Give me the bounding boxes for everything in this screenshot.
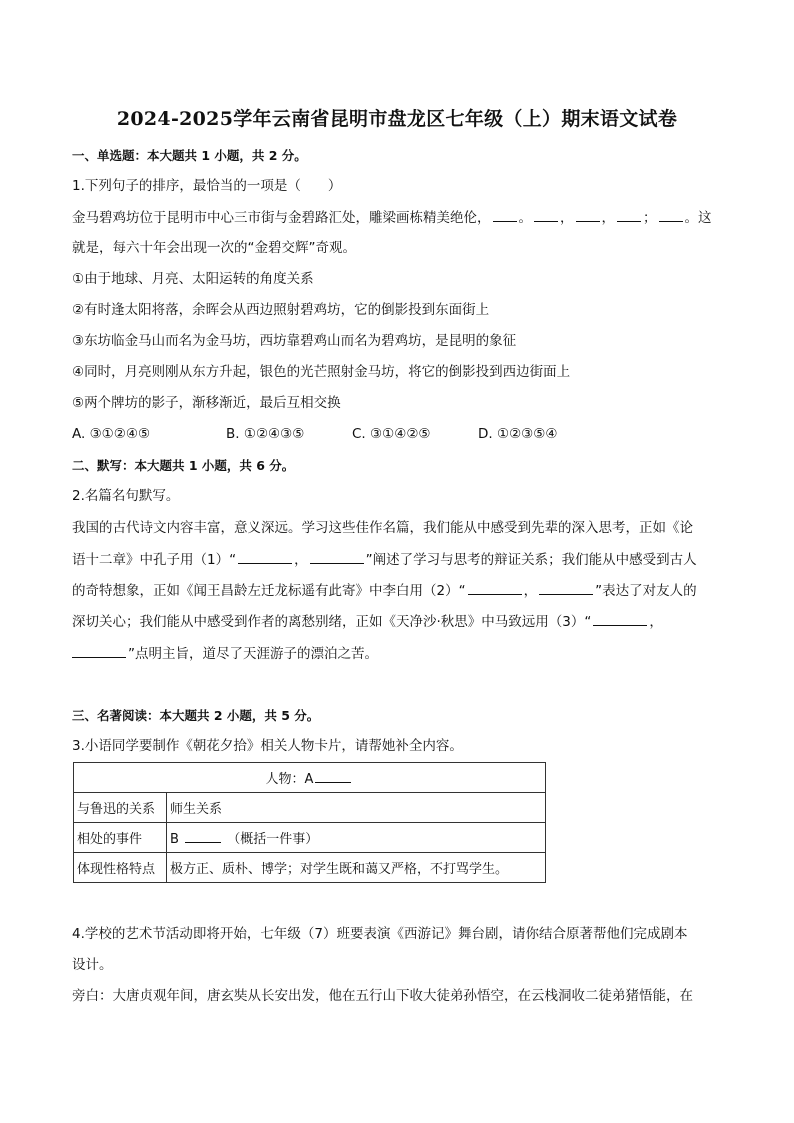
q1-passage-line-1 (72, 207, 712, 228)
blank[interactable] (534, 207, 558, 222)
character-card-table (73, 762, 546, 883)
blank[interactable] (617, 207, 641, 222)
q2-line-3 (72, 580, 697, 601)
q2-text: 深切关心；我们能从中感受到作者的离愁别绪，正如《天净沙·秋思》中马致远用（3）“ (72, 614, 592, 630)
q1-item-5: ⑤两个牌坊的影子，渐移渐近，最后互相交换 (72, 395, 341, 411)
q4-stem-line-1: 4.学校的艺术节活动即将开始，七年级（7）班要表演《西游记》舞台剧，请你结合原著帮他们完成剧本 (72, 926, 688, 942)
q1-item-4: ④同时，月亮则刚从东方升起，银色的光芒照射金马坊，将它的倒影投到西边街面上 (72, 364, 571, 380)
blank-3a[interactable] (593, 611, 647, 626)
passage-punct: 。 (518, 210, 532, 226)
q2-punct: ， (649, 614, 663, 630)
passage-punct: 。这 (684, 210, 712, 226)
blank-1a[interactable] (238, 549, 292, 564)
q2-text: 的奇特想象，正如《闻王昌龄左迁龙标遥有此寄》中李白用（2）“ (72, 583, 466, 599)
blank-b-hint: （概括一件事） (227, 832, 319, 847)
q3-stem: 3.小语同学要制作《朝花夕拾》相关人物卡片，请帮她补全内容。 (72, 738, 463, 754)
blank-2b[interactable] (539, 580, 593, 595)
blank[interactable] (493, 207, 517, 222)
section-2-header: 二、默写：本大题共 1 小题，共 6 分。 (72, 458, 295, 473)
passage-text: 金马碧鸡坊位于昆明市中心三市街与金碧路汇处，雕梁画栋精美绝伦， (72, 210, 491, 226)
blank-b[interactable] (185, 829, 221, 843)
table-row (74, 793, 546, 823)
q1-item-3: ③东坊临金马山而名为金马坊，西坊靠碧鸡山而名为碧鸡坊，是昆明的象征 (72, 333, 517, 349)
row-key: 体现性格特点 (74, 853, 167, 883)
person-label: 人物：A (265, 772, 314, 787)
q1-option-d[interactable]: D. ①②③⑤④ (478, 426, 558, 442)
q1-item-2: ②有时逢太阳将落，余晖会从西边照射碧鸡坊，它的倒影投到东面街上 (72, 302, 490, 318)
section-1-header: 一、单选题：本大题共 1 小题，共 2 分。 (72, 148, 307, 163)
blank-3b[interactable] (72, 643, 126, 658)
q1-option-a[interactable]: A. ③①②④⑤ (72, 426, 151, 442)
passage-punct: ， (560, 210, 574, 226)
q4-narration: 旁白：大唐贞观年间，唐玄奘从长安出发，他在五行山下收大徒弟孙悟空，在云栈洞收二徒弟猪悟能，在 (72, 988, 693, 1004)
exam-title: 2024-2025学年云南省昆明市盘龙区七年级（上）期末语文试卷 (116, 108, 678, 130)
q2-text: ”点明主旨，道尽了天涯游子的漂泊之苦。 (128, 646, 378, 662)
q2-line-5 (72, 643, 378, 664)
row-key: 相处的事件 (74, 823, 167, 853)
row-value: 极方正、质朴、博学；对学生既和蔼又严格，不打骂学生。 (167, 853, 546, 883)
blank-b-label: B (170, 832, 179, 847)
q4-stem-line-2: 设计。 (72, 957, 113, 973)
blank-a[interactable] (315, 769, 351, 783)
table-row (74, 763, 546, 793)
row-value (167, 823, 546, 853)
q2-line-1: 我国的古代诗文内容丰富，意义深远。学习这些佳作名篇，我们能从中感受到先辈的深入思考，正如《论 (72, 520, 693, 536)
person-cell (74, 763, 546, 793)
q2-text: ”阐述了学习与思考的辩证关系；我们能从中感受到古人 (365, 552, 697, 568)
row-value: 师生关系 (167, 793, 546, 823)
table-row (74, 823, 546, 853)
blank-2a[interactable] (468, 580, 522, 595)
q2-line-4 (72, 611, 663, 632)
blank[interactable] (659, 207, 683, 222)
q2-text: 语十二章》中孔子用（1）“ (72, 552, 237, 568)
table-row (74, 853, 546, 883)
q1-option-b[interactable]: B. ①②④③⑤ (226, 426, 305, 442)
q2-stem: 2.名篇名句默写。 (72, 488, 180, 504)
q2-punct: ， (294, 552, 308, 568)
q1-passage-line-2: 就是，每六十年会出现一次的“金碧交辉”奇观。 (72, 240, 356, 256)
q1-item-1: ①由于地球、月亮、太阳运转的角度关系 (72, 271, 314, 287)
passage-punct: ， (601, 210, 615, 226)
q1-option-c[interactable]: C. ③①④②⑤ (352, 426, 431, 442)
q2-text: ”表达了对友人的 (595, 583, 697, 599)
row-key: 与鲁迅的关系 (74, 793, 167, 823)
section-3-header: 三、名著阅读：本大题共 2 小题，共 5 分。 (72, 708, 320, 723)
q1-stem: 1.下列句子的排序，最恰当的一项是（ ） (72, 178, 342, 194)
passage-punct: ； (643, 210, 657, 226)
blank-1b[interactable] (310, 549, 364, 564)
q2-line-2 (72, 549, 697, 570)
blank[interactable] (576, 207, 600, 222)
q2-punct: ， (523, 583, 538, 599)
